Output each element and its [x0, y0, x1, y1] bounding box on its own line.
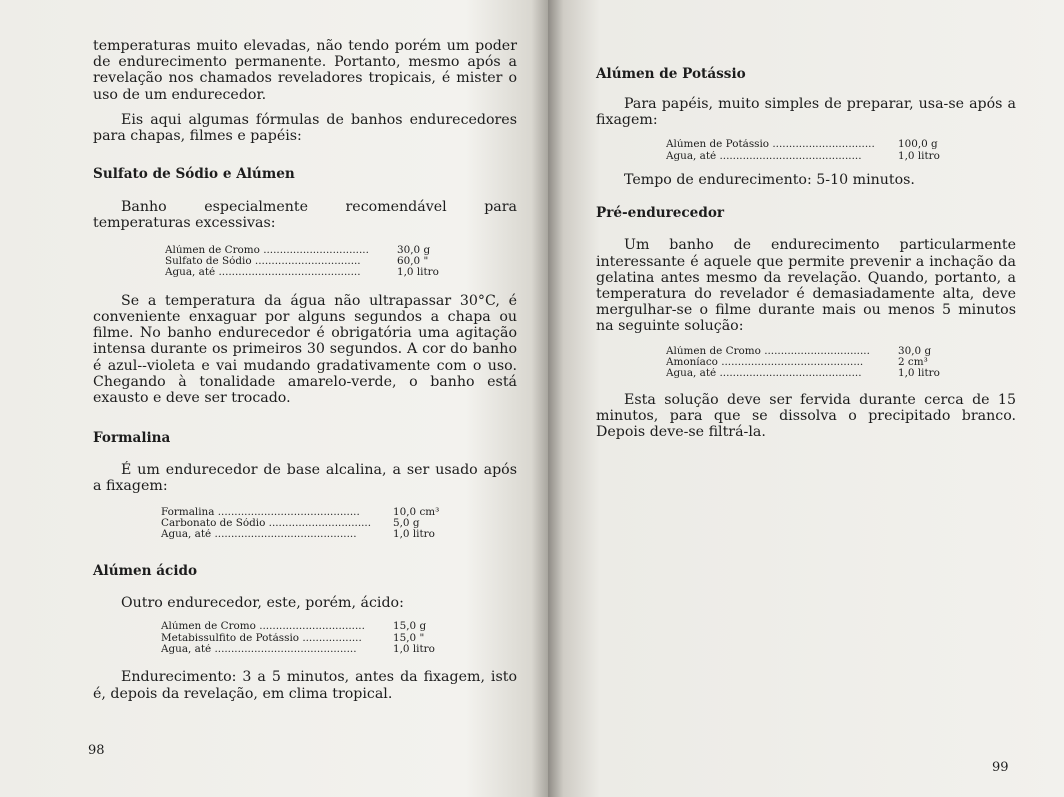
formula-row: Formalina ........................................... 10,0 cm³ — [161, 505, 440, 518]
formula-row: Água, até ........................................... 1,0 litro — [666, 149, 940, 162]
section-title-alumen-acido: Alúmen ácido — [93, 562, 198, 579]
section-title-sulfato: Sulfato de Sódio e Alúmen — [93, 166, 295, 183]
page-number: 98 — [88, 743, 105, 758]
right-page-content — [596, 66, 1016, 440]
formula-alumen-potassio — [666, 139, 1016, 162]
intro-paragraph: temperaturas muito elevadas, não tendo porém um poder de endurecimento permanente. Portanto, mesmo após a revelação nos chamados reveladores tropicais, é mister o uso de um endurecedor. — [93, 38, 517, 103]
right-page — [548, 0, 1064, 797]
section-after-alumen-potassio: Tempo de endurecimento: 5-10 minutos. — [624, 172, 915, 189]
formula-row: Alúmen de Cromo ................................ 15,0 g — [161, 620, 427, 633]
formula-row: Alúmen de Cromo ................................ 30,0 g — [666, 344, 932, 357]
formula-row: Água, até ........................................... 1,0 litro — [161, 642, 435, 655]
section-text-formalina: É um endurecedor de base alcalina, a ser usado após a fixagem: — [93, 462, 517, 495]
formula-row: Alúmen de Potássio ............................... 100,0 g — [666, 138, 938, 151]
section-text-alumen-potassio: Para papéis, muito simples de preparar, usa-se após a fixagem: — [596, 96, 1016, 129]
formula-row: Carbonato de Sódio ............................... 5,0 g — [161, 517, 420, 530]
formula-alumen-acido — [161, 621, 517, 655]
formula-row: Água, até ........................................... 1,0 litro — [165, 266, 439, 279]
formula-pre-endurecedor — [666, 346, 1016, 380]
formula-row: Sulfato de Sódio ................................ 60,0 " — [165, 255, 429, 268]
page-number: 99 — [992, 760, 1009, 775]
section-title-formalina: Formalina — [93, 430, 171, 447]
left-page-content — [93, 38, 517, 702]
section-text-alumen-acido: Outro endurecedor, este, porém, ácido: — [121, 594, 404, 611]
section-after-alumen-acido: Endurecimento: 3 a 5 minutos, antes da fixagem, isto é, depois da revelação, em clima tropical. — [93, 669, 517, 702]
formula-row: Água, até ........................................... 1,0 litro — [666, 367, 940, 380]
section-title-pre-endurecedor: Pré-endurecedor — [596, 205, 725, 222]
formulas-intro-paragraph: Eis aqui algumas fórmulas de banhos endurecedores para chapas, filmes e papéis: — [93, 111, 517, 145]
section-after-pre-endurecedor: Esta solução deve ser fervida durante cerca de 15 minutos, para que se dissolva o precipitado branco. Depois deve-se filtrá-la. — [596, 391, 1016, 441]
section-after-sulfato: Se a temperatura da água não ultrapassar 30°C, é conveniente enxaguar por alguns segundos a chapa ou filme. No banho endurecedor é obrigatória uma agitação intensa durante os primeiros 30 segundos. A cor do banho é azul--violeta e vai mudando gradativamente com o uso. Chegando à tonalidade amarelo-verde, o banho está exausto e deve ser trocado. — [93, 292, 517, 407]
formula-row: Alúmen de Cromo ................................ 30,0 g — [165, 243, 431, 256]
section-title-alumen-potassio: Alúmen de Potássio — [596, 66, 746, 82]
formula-formalina — [161, 507, 517, 541]
section-text-sulfato: Banho especialmente recomendável para temperaturas excessivas: — [93, 199, 517, 232]
formula-row: Metabissulfito de Potássio .................. 15,0 " — [161, 631, 425, 644]
formula-row: Amoníaco ........................................... 2 cm³ — [666, 356, 928, 369]
formula-sulfato — [165, 245, 517, 279]
section-text-pre-endurecedor: Um banho de endurecimento particularmente interessante é aquele que permite prevenir a inchação da gelatina antes mesmo da revelação. Quando, portanto, a temperatura do revelador é demasiadamente alta, deve mergulhar-se o filme durante mais ou menos 5 minutos na seguinte solução: — [596, 237, 1016, 335]
formula-row: Água, até ........................................... 1,0 litro — [161, 528, 435, 541]
